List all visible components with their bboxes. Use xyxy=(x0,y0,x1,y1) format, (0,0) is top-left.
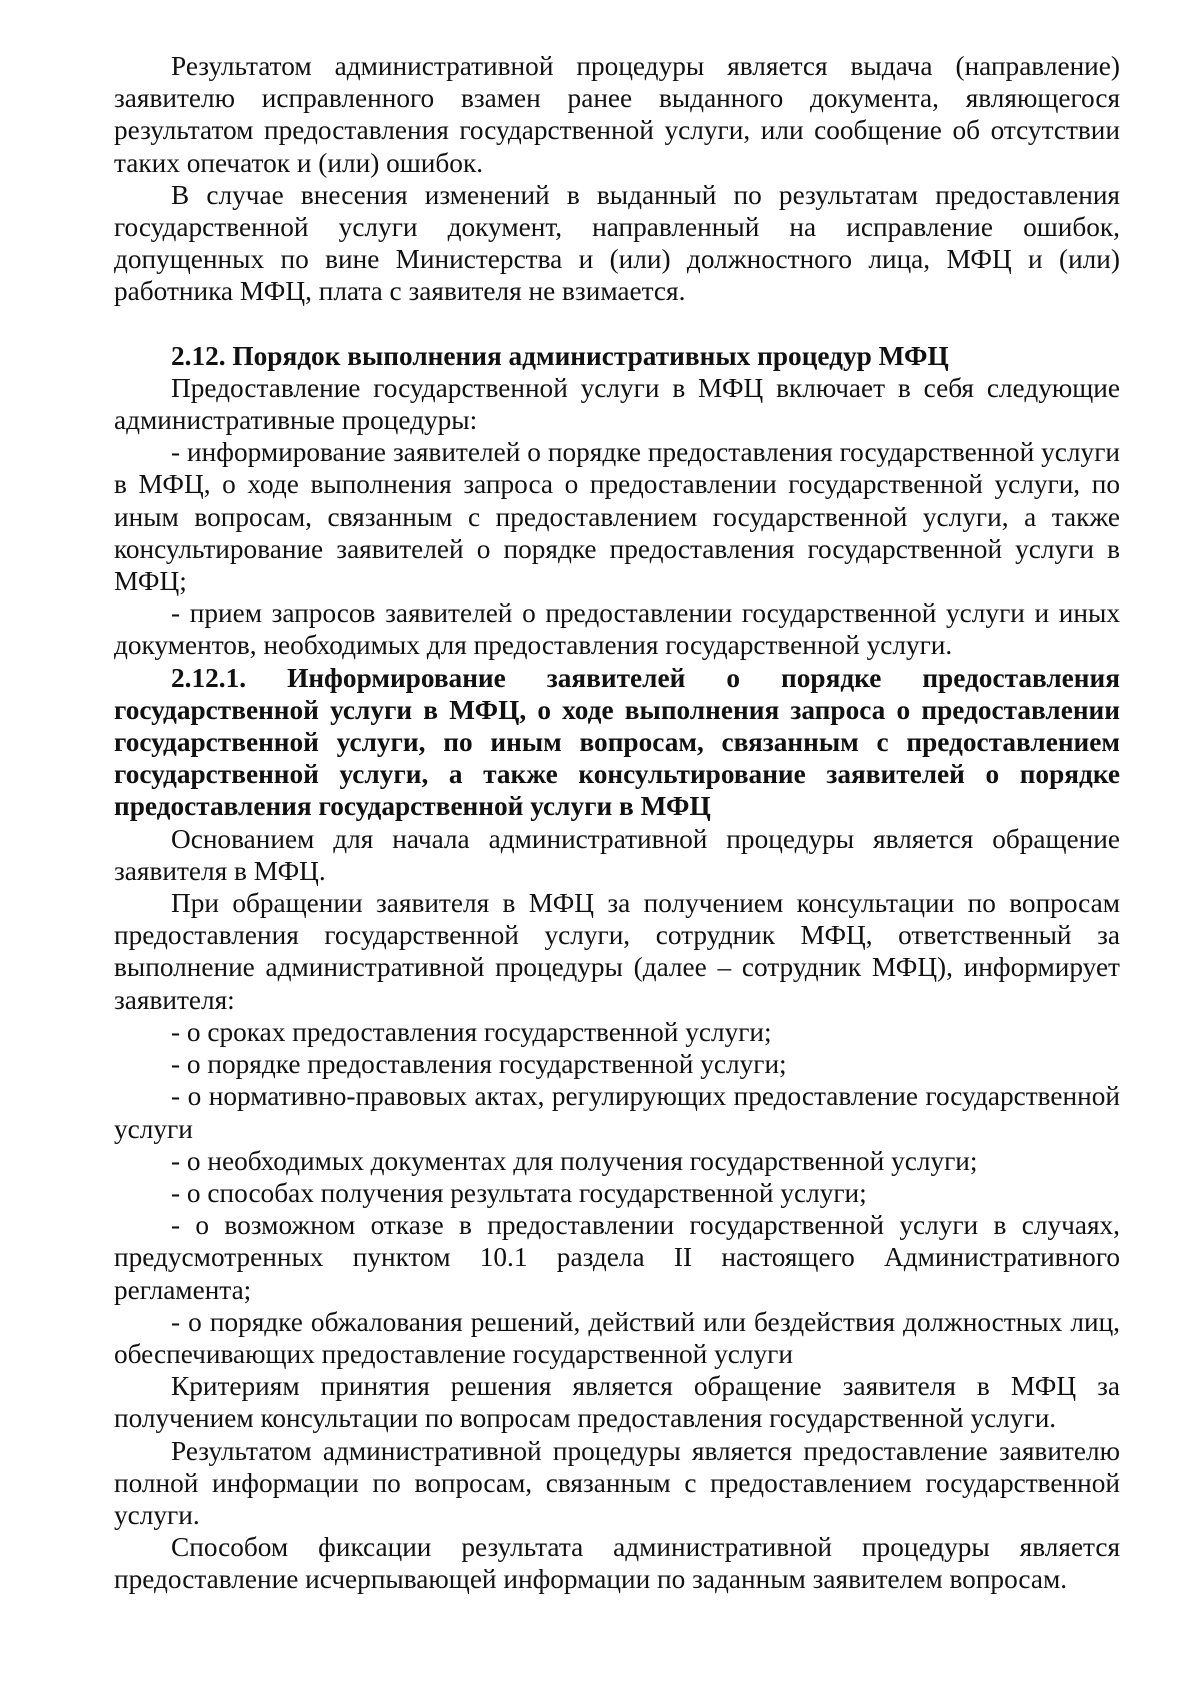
paragraph-no-fee: В случае внесения изменений в выданный по результатам предоставления государственной услуги документ, направленный на исправление ошибок, допущенных по вине Министерства и (или) должностного лица, МФЦ и (или) работника МФЦ, плата с заявителя не взимается. xyxy=(114,179,1120,307)
list-item-order: - о порядке предоставления государственной услуги; xyxy=(171,1049,787,1080)
paragraph-procedure-result: Результатом административной процедуры является предоставление заявителю полной информации по вопросам, связанным с предоставлением государственной услуги. xyxy=(114,1435,1120,1530)
section-heading-2-12-1: 2.12.1. Информирование заявителей о порядке предоставления государственной услуги в МФЦ, о ходе выполнения запроса о предоставлении государственной услуги, по иным вопросам, связанным с предоставлением государственной услуги, а также консультирование заявителей о порядке предоставления государственной услуги в МФЦ xyxy=(114,662,1120,822)
list-item-informing: - информирование заявителей о порядке предоставления государственной услуги в МФЦ, о ходе выполнения запроса о предоставлении государственной услуги, по иным вопросам, связанным с предоставлением государственной услуги, а также консультирование заявителей о порядке предоставления государственной услуги в МФЦ; xyxy=(114,437,1120,597)
list-item-documents: - о необходимых документах для получения государственной услуги; xyxy=(171,1145,978,1176)
list-item-terms: - о сроках предоставления государственной услуги; xyxy=(171,1016,772,1047)
paragraph-consultation: При обращении заявителя в МФЦ за получением консультации по вопросам предоставления государственной услуги, сотрудник МФЦ, ответственный за выполнение административной процедуры (далее – сотрудник МФЦ), информирует заявителя: xyxy=(114,888,1120,1015)
list-item-refusal: - о возможном отказе в предоставлении государственной услуги в случаях, предусмотренных пунктом 10.1 раздела II настоящего Административного регламента; xyxy=(114,1210,1120,1305)
section-spacer xyxy=(114,308,1120,340)
section-heading-2-12: 2.12. Порядок выполнения административных процедур МФЦ xyxy=(171,340,949,371)
paragraph-decision-criteria: Критериям принятия решения является обращение заявителя в МФЦ за получением консультации по вопросам предоставления государственной услуги. xyxy=(114,1371,1120,1434)
list-item-reception: - прием запросов заявителей о предоставлении государственной услуги и иных документов, необходимых для предоставления государственной услуги. xyxy=(114,598,1120,661)
paragraph-basis: Основанием для начала административной процедуры является обращение заявителя в МФЦ. xyxy=(114,823,1120,886)
document-page xyxy=(114,50,1120,1596)
paragraph-result-fixation: Способом фиксации результата административной процедуры является предоставление исчерпывающей информации по заданным заявителем вопросам. xyxy=(114,1532,1120,1595)
paragraph-result-correction: Результатом административной процедуры является выдача (направление) заявителю исправленного взамен ранее выданного документа, являющегося результатом предоставления государственной услуги, или сообщение об отсутствии таких опечаток и (или) ошибок. xyxy=(114,51,1120,178)
list-item-result-methods: - о способах получения результата государственной услуги; xyxy=(171,1177,867,1208)
list-item-appeal: - о порядке обжалования решений, действий или бездействия должностных лиц, обеспечивающих предоставление государственной услуги xyxy=(114,1306,1120,1369)
paragraph-procedures-intro: Предоставление государственной услуги в МФЦ включает в себя следующие административные процедуры: xyxy=(114,372,1120,436)
list-item-legal-acts: - о нормативно-правовых актах, регулирующих предоставление государственной услуги xyxy=(114,1081,1120,1144)
